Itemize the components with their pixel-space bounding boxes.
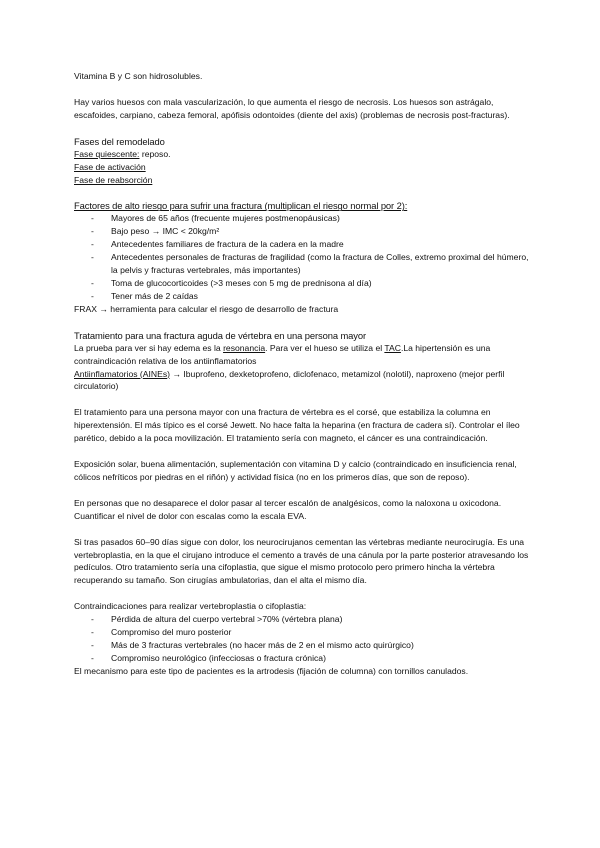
list-item: - Mayores de 65 años (frecuente mujeres postmenopáusicas) [74, 212, 529, 225]
list-item: - Toma de glucocorticoides (>3 meses con 5 mg de prednisona al día) [74, 277, 529, 290]
paragraph-arthrodesis: El mecanismo para este tipo de pacientes es la artrodesis (fijación de columna) con tornillos canulados. [74, 665, 469, 676]
document-page [74, 70, 529, 678]
heading-treatment: Tratamiento para una fractura aguda de vértebra en una persona mayor [74, 329, 366, 341]
heading-risk-factors: Factores de alto riesgo para sufrir una fractura (multiplican el riesgo normal por 2): [74, 200, 408, 212]
risk-factor-list [74, 212, 529, 302]
aines-label: Antiinflamatorios (AINEs) [74, 368, 170, 379]
phase-quiescent-text: reposo. [139, 148, 171, 159]
list-item: - Bajo peso → IMC < 20kg/m² [74, 225, 529, 238]
heading-contraindications: Contraindicaciones para realizar vertebroplastia o cifoplastia: [74, 601, 307, 612]
aines-text: → Ibuprofeno, dexketoprofeno, diclofenaco, metamizol (nolotil), naproxeno (mejor perfil circulatorio) [74, 368, 505, 392]
paragraph-aines [74, 368, 529, 394]
text-segment: . Para ver el hueso se utiliza el [265, 342, 385, 353]
list-item: - Compromiso del muro posterior [74, 626, 529, 639]
contraindication-list [74, 613, 529, 665]
paragraph-tests [74, 342, 529, 368]
paragraph-solar: Exposición solar, buena alimentación, suplementación con vitamina D y calcio (contraindicado en insuficiencia renal, cólicos nefríticos por piedras en el riñón) y actividad física (no en los primeros días, que son de reposo). [74, 459, 517, 482]
list-item: - Pérdida de altura del cuerpo vertebral >70% (vértebra plana) [74, 613, 529, 626]
list-item: - Más de 3 fracturas vertebrales (no hacer más de 2 en el mismo acto quirúrgico) [74, 639, 529, 652]
phase-quiescent-label: Fase quiescente: [74, 148, 140, 159]
list-item: - Compromiso neurológico (infecciosas o fractura crónica) [74, 652, 529, 665]
phase-resorption: Fase de reabsorción [74, 174, 153, 185]
phase-quiescent [74, 148, 529, 161]
paragraph-pain: En personas que no desaparece el dolor pasar al tercer escalón de analgésicos, como la naloxona u oxicodona. Cuantificar el nivel de dolor con escalas como la escala EVA. [74, 497, 502, 521]
paragraph-necrosis: Hay varios huesos con mala vascularización, lo que aumenta el riesgo de necrosis. Los huesos son astrágalo, escafoides, carpiano, cabeza femoral, apófisis odontoides (diente del axis) (problemas de necrosis post-fracturas). [74, 96, 510, 120]
frax-line: FRAX → herramienta para calcular el riesgo de desarrollo de fractura [74, 303, 339, 314]
paragraph-corse: El tratamiento para una persona mayor con una fractura de vértebra es el corsé, que estabiliza la columna en hiperextensión. El más típico es el corsé Jewett. No hace falta la heparina (en fractura de cadera sí). Controlar el íleo parético, debido a la poca movilización. El tratamiento sería con magneto, el cáncer es una contraindicación. [74, 407, 520, 444]
list-item: - Antecedentes personales de fracturas de fragilidad (como la fractura de Colles, extremo proximal del húmero, la pelvis y fracturas vertebrales, más importantes) [74, 251, 529, 277]
heading-remodeling-phases: Fases del remodelado [74, 135, 165, 147]
link-resonancia: resonancia [223, 342, 266, 353]
list-item: - Tener más de 2 caídas [74, 290, 529, 303]
text-segment: .La hipertensión es una contraindicación relativa de los antiinflamatorios [74, 342, 491, 366]
paragraph-vitamins: Vitamina B y C son hidrosolubles. [74, 71, 203, 81]
phase-activation: Fase de activación [74, 161, 146, 172]
text-segment: La prueba para ver si hay edema es la [74, 342, 224, 353]
link-tac: TAC [384, 342, 401, 353]
paragraph-neurosurgery: Si tras pasados 60–90 días sigue con dolor, los neurocirujanos cementan las vértebras mediante neurocirugía. Es una vertebroplastia, en la que el cirujano introduce el cemento a través de una cánula por la parte posterior atravesando los pedículos. Otro tratamiento sería una cifoplastia, que sigue el mismo protocolo pero primero hincha la vértebra recuperando su tamaño. Son cirugías ambulatorias, dan el alta el mismo día. [74, 536, 529, 586]
list-item: - Antecedentes familiares de fractura de la cadera en la madre [74, 238, 529, 251]
